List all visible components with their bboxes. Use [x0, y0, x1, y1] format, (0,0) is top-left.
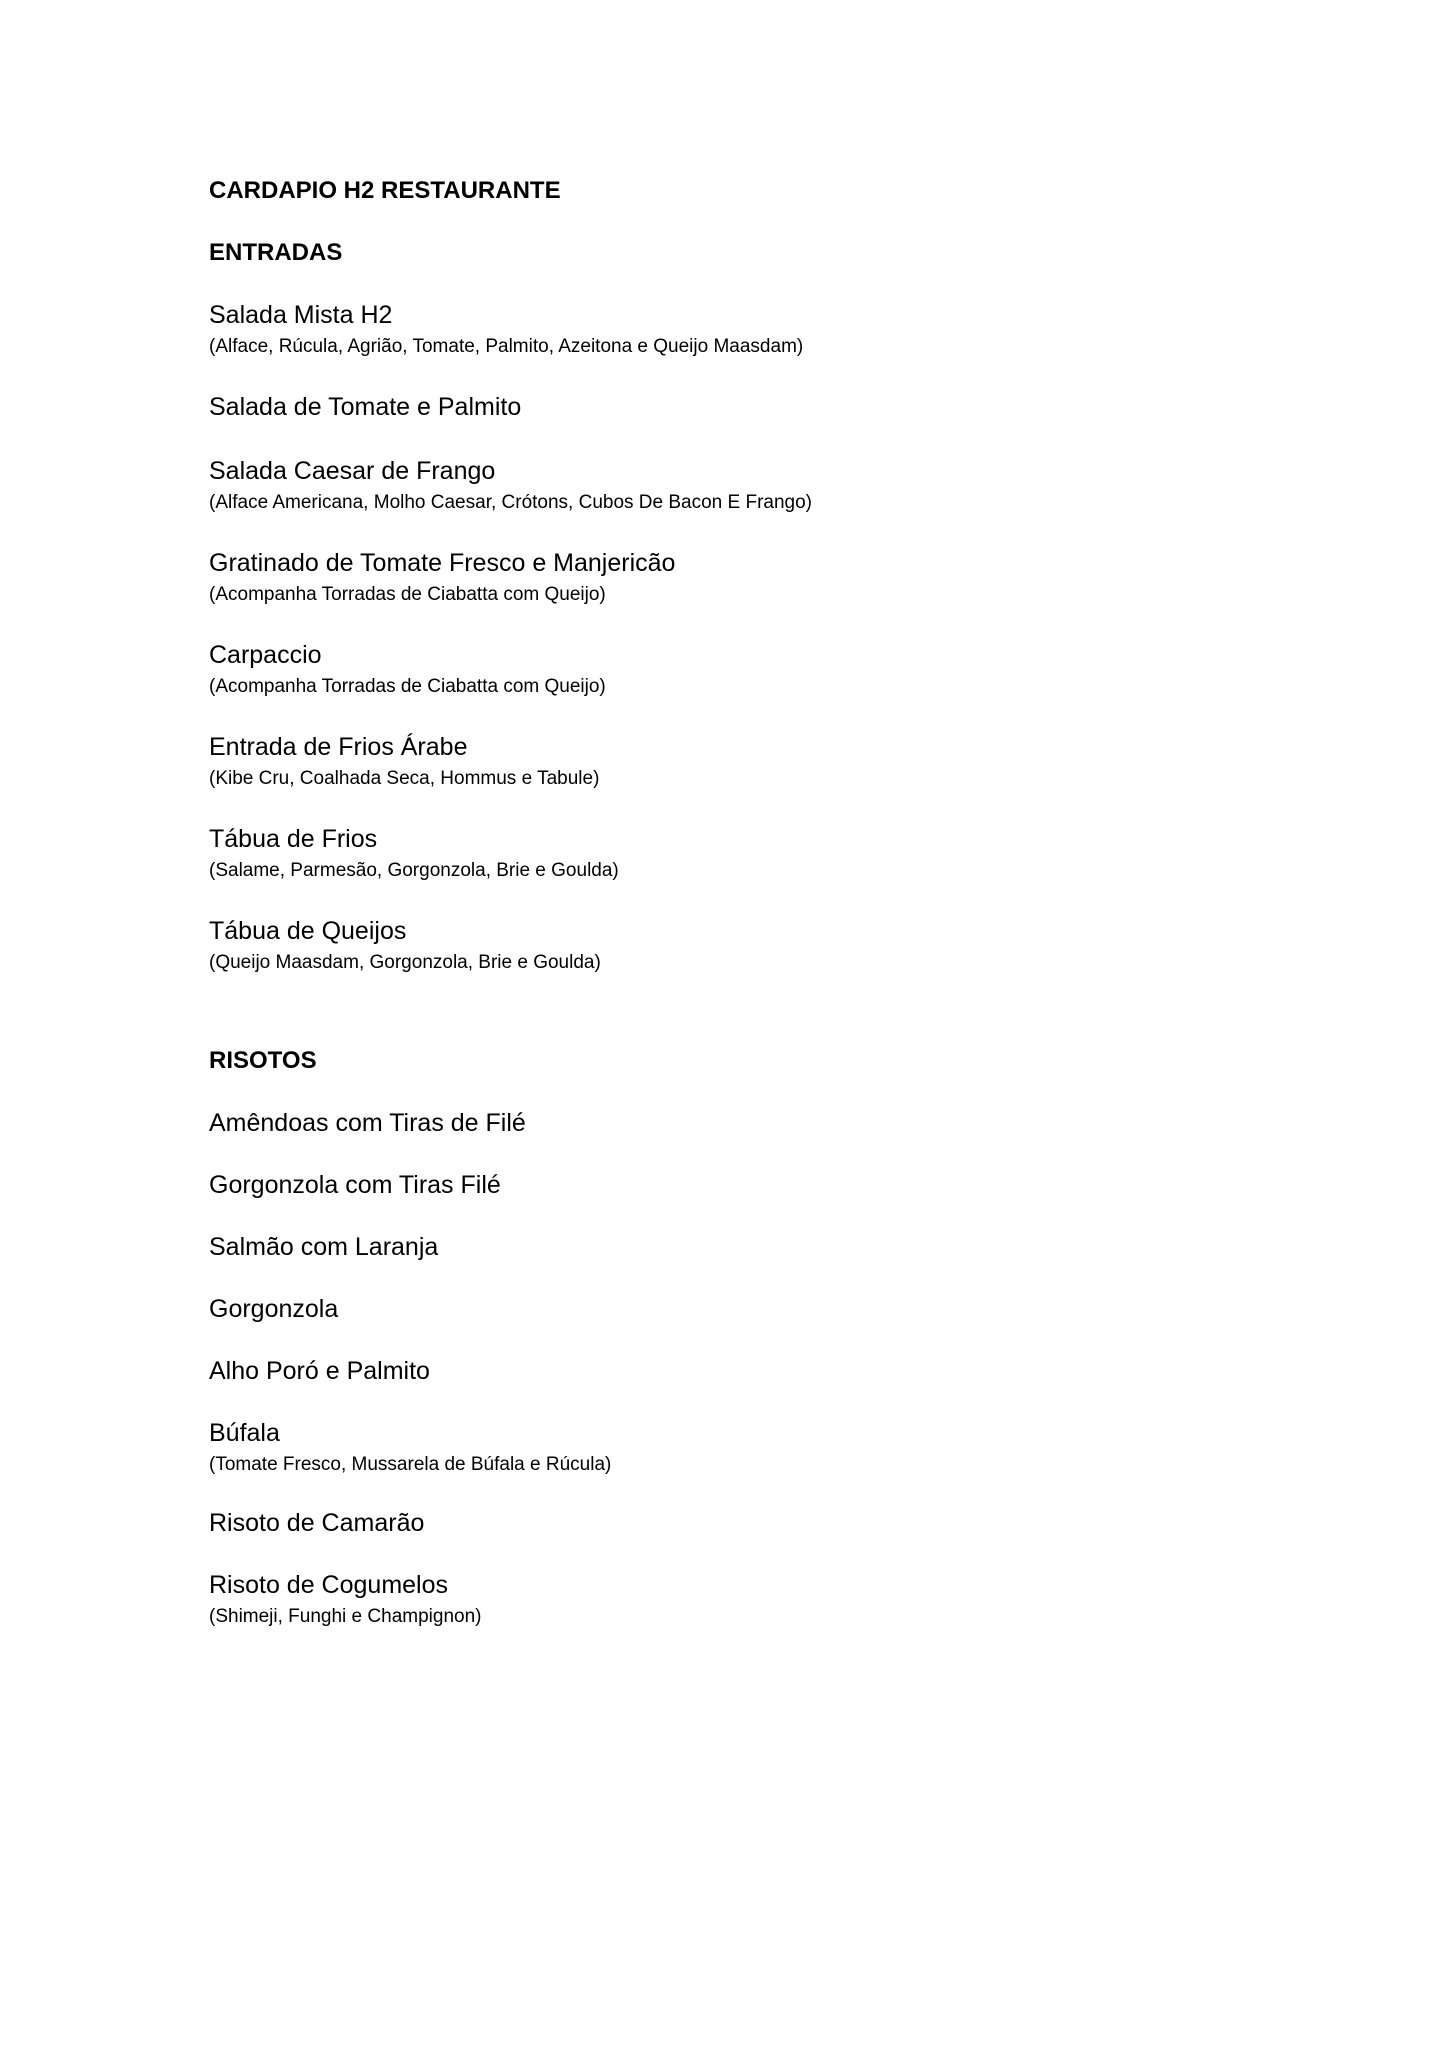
item-name: Tábua de Frios — [209, 825, 378, 853]
item-description: (Acompanha Torradas de Ciabatta com Queijo) — [209, 676, 606, 697]
menu-item — [209, 1230, 1309, 1264]
menu-item — [209, 454, 1309, 516]
item-name: Amêndoas com Tiras de Filé — [209, 1109, 526, 1137]
entradas-list — [209, 298, 1309, 976]
item-name: Gratinado de Tomate Fresco e Manjericão — [209, 549, 676, 577]
item-description: (Alface, Rúcula, Agrião, Tomate, Palmito, Azeitona e Queijo Maasdam) — [209, 336, 804, 357]
item-name: Entrada de Frios Árabe — [209, 733, 468, 761]
item-name: Alho Poró e Palmito — [209, 1357, 430, 1385]
menu-title: CARDAPIO H2 RESTAURANTE — [209, 177, 561, 204]
section-heading-risotos: RISOTOS — [209, 1047, 317, 1074]
item-description: (Alface Americana, Molho Caesar, Crótons, Cubos De Bacon E Frango) — [209, 492, 813, 513]
menu-item — [209, 730, 1309, 792]
menu-item — [209, 546, 1309, 608]
item-description: (Salame, Parmesão, Gorgonzola, Brie e Goulda) — [209, 860, 619, 881]
menu-item — [209, 298, 1309, 360]
item-description: (Kibe Cru, Coalhada Seca, Hommus e Tabule) — [209, 768, 600, 789]
item-name: Búfala — [209, 1419, 280, 1447]
menu-item — [209, 1168, 1309, 1202]
item-name: Risoto de Cogumelos — [209, 1571, 449, 1599]
menu-item — [209, 390, 1309, 424]
menu-item — [209, 914, 1309, 976]
item-name: Salmão com Laranja — [209, 1233, 439, 1261]
menu-item — [209, 1292, 1309, 1326]
menu-item — [209, 1106, 1309, 1140]
item-name: Salada Caesar de Frango — [209, 457, 496, 485]
item-description: (Tomate Fresco, Mussarela de Búfala e Rúcula) — [209, 1454, 612, 1475]
menu-item — [209, 822, 1309, 884]
item-name: Risoto de Camarão — [209, 1509, 425, 1537]
section-heading-entradas: ENTRADAS — [209, 239, 343, 266]
menu-item — [209, 1416, 1309, 1478]
item-name: Gorgonzola com Tiras Filé — [209, 1171, 501, 1199]
menu-item — [209, 1506, 1309, 1540]
item-description: (Queijo Maasdam, Gorgonzola, Brie e Goulda) — [209, 952, 601, 973]
menu-item — [209, 1568, 1309, 1630]
item-name: Carpaccio — [209, 641, 322, 669]
item-name: Salada de Tomate e Palmito — [209, 393, 522, 421]
item-description: (Shimeji, Funghi e Champignon) — [209, 1606, 482, 1627]
item-name: Salada Mista H2 — [209, 301, 393, 329]
menu-item — [209, 638, 1309, 700]
item-name: Gorgonzola — [209, 1295, 339, 1323]
menu-item — [209, 1354, 1309, 1388]
item-name: Tábua de Queijos — [209, 917, 407, 945]
risotos-list — [209, 1106, 1309, 1630]
item-description: (Acompanha Torradas de Ciabatta com Queijo) — [209, 584, 606, 605]
menu-content — [209, 174, 1309, 1658]
